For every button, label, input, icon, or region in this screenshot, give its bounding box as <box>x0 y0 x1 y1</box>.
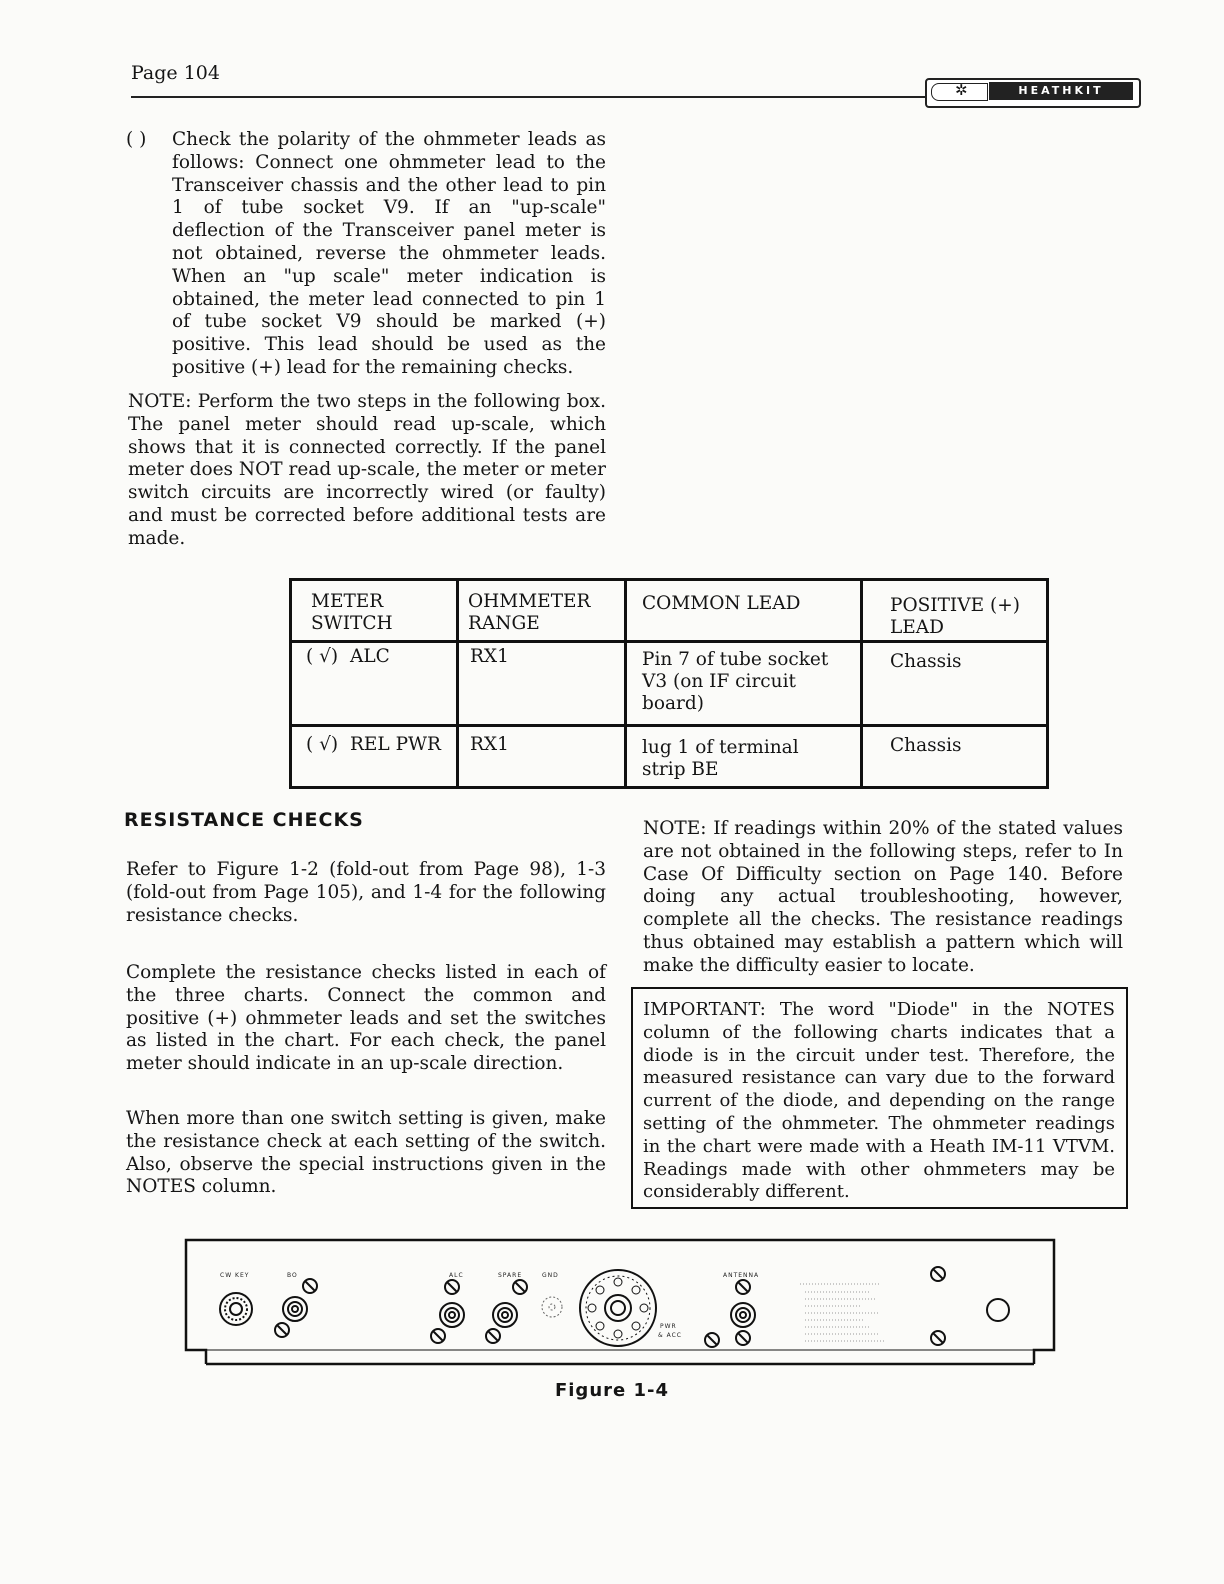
label-alc: ALC <box>449 1272 464 1279</box>
label-gnd: GND <box>542 1272 559 1279</box>
note-paragraph: NOTE: Perform the two steps in the following box. The panel meter should read up-scale, which shows that it is connected correctly. If the panel meter does NOT read up-scale, the meter or meter switch circuits are incorrectly wired (or faulty) and must be corrected before additional tests are made. <box>128 391 606 549</box>
important-box <box>631 987 1128 1209</box>
panel-hole <box>987 1299 1009 1321</box>
table-divider <box>292 724 1046 727</box>
row-positive-lead: Chassis <box>890 735 962 756</box>
brand-logo <box>925 78 1141 108</box>
row-switch: REL PWR <box>350 734 441 755</box>
header-positive-lead: POSITIVE (+) LEAD <box>890 595 1020 638</box>
resistance-intro: Refer to Figure 1-2 (fold-out from Page 98), 1-3 (fold-out from Page 105), and 1-4 for the following resistance checks. <box>126 859 606 926</box>
table-divider <box>624 581 627 786</box>
row-range: RX1 <box>470 646 509 667</box>
resistance-switch-note: When more than one switch setting is given, make the resistance check at each setting of the switch. Also, observe the special instructions given in the NOTES column. <box>126 1108 606 1198</box>
gnd-post <box>542 1297 562 1317</box>
alc-jack <box>440 1303 464 1327</box>
table-divider <box>292 640 1046 643</box>
table-divider <box>456 581 459 786</box>
label-acc: & ACC <box>658 1332 682 1339</box>
section-heading: RESISTANCE CHECKS <box>124 809 364 831</box>
page-number: Page 104 <box>131 62 220 84</box>
meter-check-table <box>289 578 1049 789</box>
row-switch: ALC <box>350 646 390 667</box>
connector-legend <box>800 1284 885 1341</box>
header-ohmmeter-range: OHMMETER RANGE <box>468 591 591 634</box>
row-common-lead: Pin 7 of tube socket V3 (on IF circuit board) <box>642 649 829 714</box>
bo-jack <box>283 1297 307 1321</box>
step-text: Check the polarity of the ohmmeter leads as follows: Connect one ohmmeter lead to the Transceiver chassis and the other lead to pin 1 of tube socket V9. If an "up-scale" deflection of the Transceiver panel meter is not obtained, reverse the ohmmeter leads. When an "up scale" meter indication is obtained, the meter lead connected to pin 1 of tube socket V9 should be marked (+) positive. This lead should be used as the positive (+) lead for the remaining checks. <box>172 129 606 378</box>
figure-caption: Figure 1-4 <box>554 1380 670 1401</box>
row-positive-lead: Chassis <box>890 651 962 672</box>
row-checkbox[interactable]: ( √) <box>306 646 339 667</box>
panel-screws <box>275 1267 945 1347</box>
spare-jack <box>493 1303 517 1327</box>
label-bo: BO <box>287 1272 298 1279</box>
row-range: RX1 <box>470 734 509 755</box>
pwr-acc-socket <box>580 1270 656 1346</box>
row-checkbox[interactable]: ( √) <box>306 734 339 755</box>
resistance-instructions: Complete the resistance checks listed in each of the three charts. Connect the common and positive (+) ohmmeter leads and set the switches as listed in the chart. For each check, the panel meter should indicate in an up-scale direction. <box>126 962 606 1075</box>
row-common-lead: lug 1 of terminal strip BE <box>642 737 799 780</box>
header-common-lead: COMMON LEAD <box>642 593 801 614</box>
label-cw-key: CW KEY <box>220 1272 250 1279</box>
cw-key-jack <box>220 1293 252 1325</box>
header-rule <box>131 96 931 98</box>
label-pwr: PWR <box>660 1323 677 1330</box>
brand-name: HEATHKIT <box>989 82 1133 100</box>
rear-panel-figure <box>180 1232 1060 1372</box>
header-meter-switch: METER SWITCH <box>311 591 393 634</box>
important-text: IMPORTANT: The word "Diode" in the NOTES column of the following charts indicates that a diode is in the circuit under test. Therefore, the measured resistance can vary due to the forward current of the diode, and depending on the range setting of the ohmmeter. The ohmmeter readings in the chart were made with a Heath IM-11 VTVM. Readings made with other ohmmeters may be considerably different. <box>643 999 1115 1203</box>
step-checkbox[interactable]: ( ) <box>126 129 147 150</box>
antenna-jack <box>731 1303 755 1327</box>
label-spare: SPARE <box>498 1272 523 1279</box>
difficulty-note: NOTE: If readings within 20% of the stated values are not obtained in the following steps, refer to In Case Of Difficulty section on Page 140. Before doing any actual troubleshooting, however, complete all the checks. The resistance readings thus obtained may establish a pattern which will make the difficulty easier to locate. <box>643 818 1123 976</box>
table-divider <box>860 581 863 786</box>
label-antenna: ANTENNA <box>723 1272 760 1279</box>
atom-icon: ✲ <box>955 81 968 99</box>
